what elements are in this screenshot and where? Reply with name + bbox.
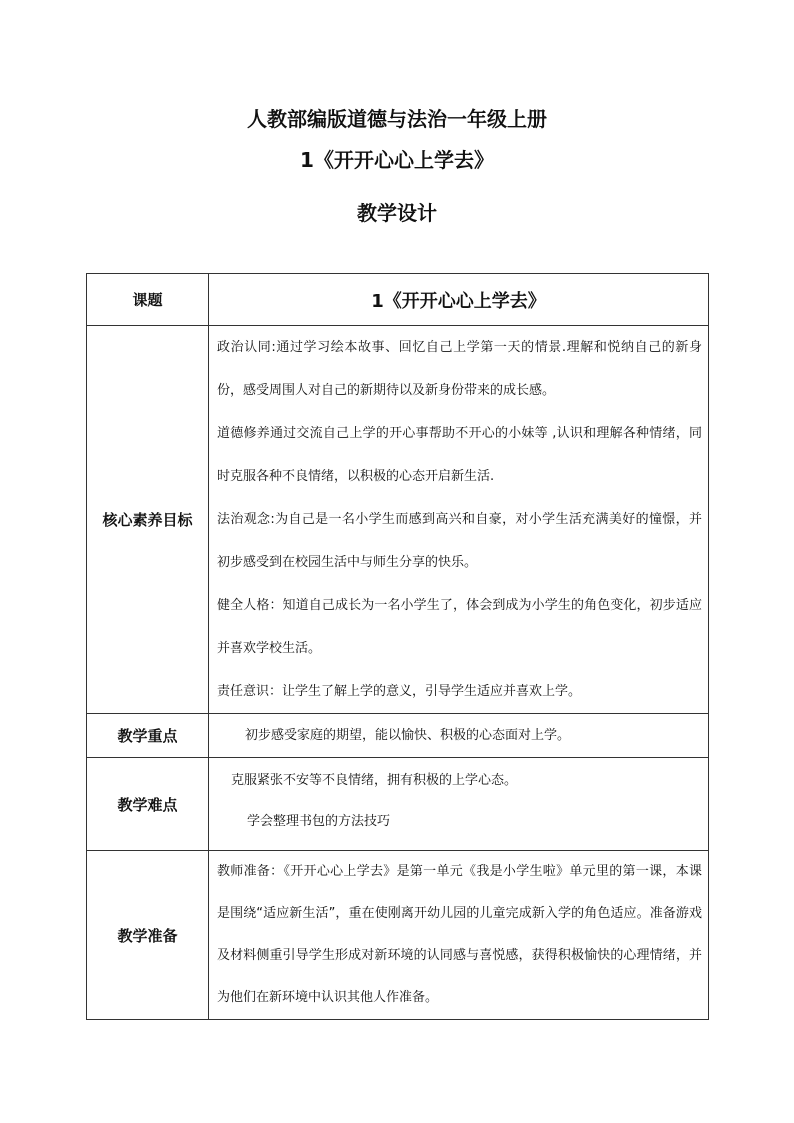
document-title-lesson: 1《开开心心上学去》 — [300, 148, 494, 172]
document-title-series: 人教部编版道德与法治一年级上册 — [247, 107, 547, 131]
core-goal-political: 政治认同:通过学习绘本故事、回忆自己上学第一天的情景.理解和悦纳自己的新身份，感受周围人对自己的新期待以及新身份带来的成长感。 — [217, 340, 702, 398]
difficulty-line-2: 学会整理书包的方法技巧 — [247, 814, 391, 829]
preparation-content — [209, 851, 709, 1020]
difficulties-label: 教学难点 — [87, 758, 209, 851]
difficulty-line-1: 克服紧张不安等不良情绪，拥有积极的上学心态。 — [231, 773, 518, 788]
topic-value: 1《开开心心上学去》 — [209, 274, 709, 326]
core-goal-moral: 道德修养通过交流自己上学的开心事帮助不开心的小妹等 ,认识和理解各种情绪，同时克服各种不良情绪，以积极的心态开启新生活. — [217, 426, 702, 484]
key-points-text: 初步感受家庭的期望，能以愉快、积极的心态面对上学。 — [245, 728, 571, 743]
table-row-topic — [87, 274, 709, 326]
preparation-text: 教师准备：《开开心心上学去》是第一单元《我是小学生啦》单元里的第一课，本课是围绕“适应新生活”，重在使刚离开幼儿园的儿童完成新入学的角色适应。准备游戏及材料侧重引导学生形成对新环境的认同感与喜悦感，获得积极愉快的心理情绪，并为他们在新环境中认识其他人作准备。 — [217, 864, 702, 1005]
difficulties-content — [209, 758, 709, 851]
key-points-label: 教学重点 — [87, 714, 209, 758]
table-row-key-points — [87, 714, 709, 758]
key-points-content — [209, 714, 709, 758]
table-row-core-goals — [87, 326, 709, 714]
core-goals-content — [209, 326, 709, 714]
core-goal-responsibility: 责任意识：让学生了解上学的意义，引导学生适应并喜欢上学。 — [217, 684, 582, 699]
lesson-plan-table — [86, 273, 709, 1020]
document-title-type: 教学设计 — [357, 201, 437, 225]
core-goal-law: 法治观念:为自己是一名小学生而感到高兴和自豪，对小学生活充满美好的憧憬，并初步感受到在校园生活中与师生分享的快乐。 — [217, 512, 702, 570]
core-goals-label: 核心素养目标 — [87, 326, 209, 714]
table-row-difficulties — [87, 758, 709, 851]
table-row-preparation — [87, 851, 709, 1020]
topic-label: 课题 — [87, 274, 209, 326]
core-goal-personality: 健全人格：知道自己成长为一名小学生了，体会到成为小学生的角色变化，初步适应并喜欢学校生活。 — [217, 598, 702, 656]
preparation-label: 教学准备 — [87, 851, 209, 1020]
